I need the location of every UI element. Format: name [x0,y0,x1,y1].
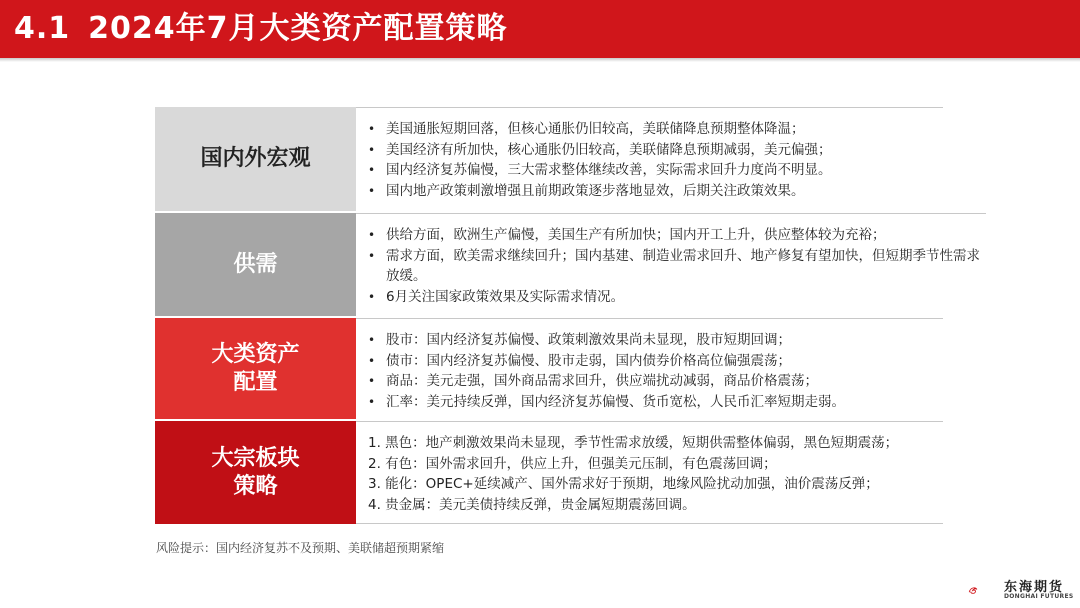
list-item [368,454,943,475]
list-item-text: 国内地产政策刺激增强且前期政策逐步落地显效，后期关注政策效果。 [386,182,805,199]
bullet-icon: • [368,163,376,177]
bullet-icon: • [368,374,376,388]
table-row-asset-allocation [155,318,943,419]
row-content-supply-demand [356,213,986,316]
list-item-text: 2. 有色：国外需求回升，供应上升，但强美元压制，有色震荡回调； [368,455,777,472]
row-content-macro [356,107,943,211]
page-title [14,8,508,50]
logo-name-en: DONGHAI FUTURES [1004,593,1074,600]
row-label-supply-demand [155,213,356,316]
list-item [368,495,943,516]
list-item-text: 商品：美元走强，国外商品需求回升，供应端扰动减弱，商品价格震荡； [386,373,818,389]
list-item [368,392,943,413]
row-label-text: 策略 [233,473,278,499]
row-label-text: 供需 [233,251,278,277]
list-item [368,287,986,308]
bullet-icon: • [368,122,376,136]
bullet-icon: • [368,333,376,347]
list-item [368,246,986,287]
list-item [368,225,986,246]
row-label-text: 大宗板块 [211,445,300,471]
title-text: 2024年7月大类资产配置策略 [88,11,508,46]
row-label-text: 大类资产 [211,341,300,367]
row-label-text: 配置 [233,369,278,395]
list-item-text: 美国通胀短期回落，但核心通胀仍旧较高，美联储降息预期整体降温； [386,121,805,137]
row-content-commodity-strategy [356,421,943,524]
bullet-icon: • [368,228,376,242]
strategy-table [155,107,980,524]
row-label-text: 国内外宏观 [200,146,311,171]
list-item-text: 国内经济复苏偏慢，三大需求整体继续改善，实际需求回升力度尚不明显。 [386,162,832,178]
bullet-icon: • [368,142,376,157]
list-item-text: 股市：国内经济复苏偏慢、政策刺激效果尚未显现，股市短期回调； [386,332,791,348]
row-label-macro [155,107,356,211]
title-bar-shadow [0,58,1080,62]
list-item-text: 债市：国内经济复苏偏慢、股市走弱，国内债券价格高位偏强震荡； [386,352,791,369]
table-row-macro [155,107,943,211]
list-item [368,371,943,392]
list-item-text: 4. 贵金属：美元美债持续反弹，贵金属短期震荡回调。 [368,496,696,513]
title-bar [0,0,1080,58]
list-item-text: 美国经济有所加快，核心通胀仍旧较高，美联储降息预期减弱，美元偏强； [386,141,832,158]
list-item [368,330,943,351]
row-label-commodity-strategy [155,421,356,524]
list-item-text: 3. 能化：OPEC+延续减产、国外需求好于预期，地缘风险扰动加强，油价震荡反弹； [368,476,879,492]
list-item [368,474,943,495]
bullet-icon: • [368,353,376,368]
bullet-icon: • [368,248,376,263]
list-item [368,160,943,181]
logo-name-cn: 东海期货 [1004,580,1065,595]
bullet-icon: • [368,394,376,409]
list-item-text: 6月关注国家政策效果及实际需求情况。 [386,288,625,305]
row-content-asset-allocation [356,318,943,419]
list-item [368,351,943,372]
table-row-supply-demand [155,213,980,316]
list-item [368,433,943,454]
risk-note: 风险提示：国内经济复苏不及预期、美联储超预期紧缩 [156,541,445,555]
list-item-text: 供给方面，欧洲生产偏慢，美国生产有所加快；国内开工上升，供应整体较为充裕； [386,227,886,243]
bullet-icon: • [368,289,376,304]
list-item-text: 汇率：美元持续反弹，国内经济复苏偏慢、货币宽松，人民币汇率短期走弱。 [386,393,845,410]
table-row-commodity-strategy [155,421,943,524]
list-item-text: 需求方面，欧美需求继续回升；国内基建、制造业需求回升、地产修复有望加快，但短期季节性需求放缓。 [386,247,980,284]
list-item-text: 1. 黑色：地产刺激效果尚未显现，季节性需求放缓，短期供需整体偏弱，黑色短期震荡； [368,435,899,451]
list-item [368,119,943,140]
section-number: 4.1 [14,11,71,46]
dragon-logo-icon [968,576,1002,604]
row-label-asset-allocation [155,318,356,419]
bullet-icon: • [368,183,376,198]
list-item [368,140,943,161]
list-item [368,181,943,202]
